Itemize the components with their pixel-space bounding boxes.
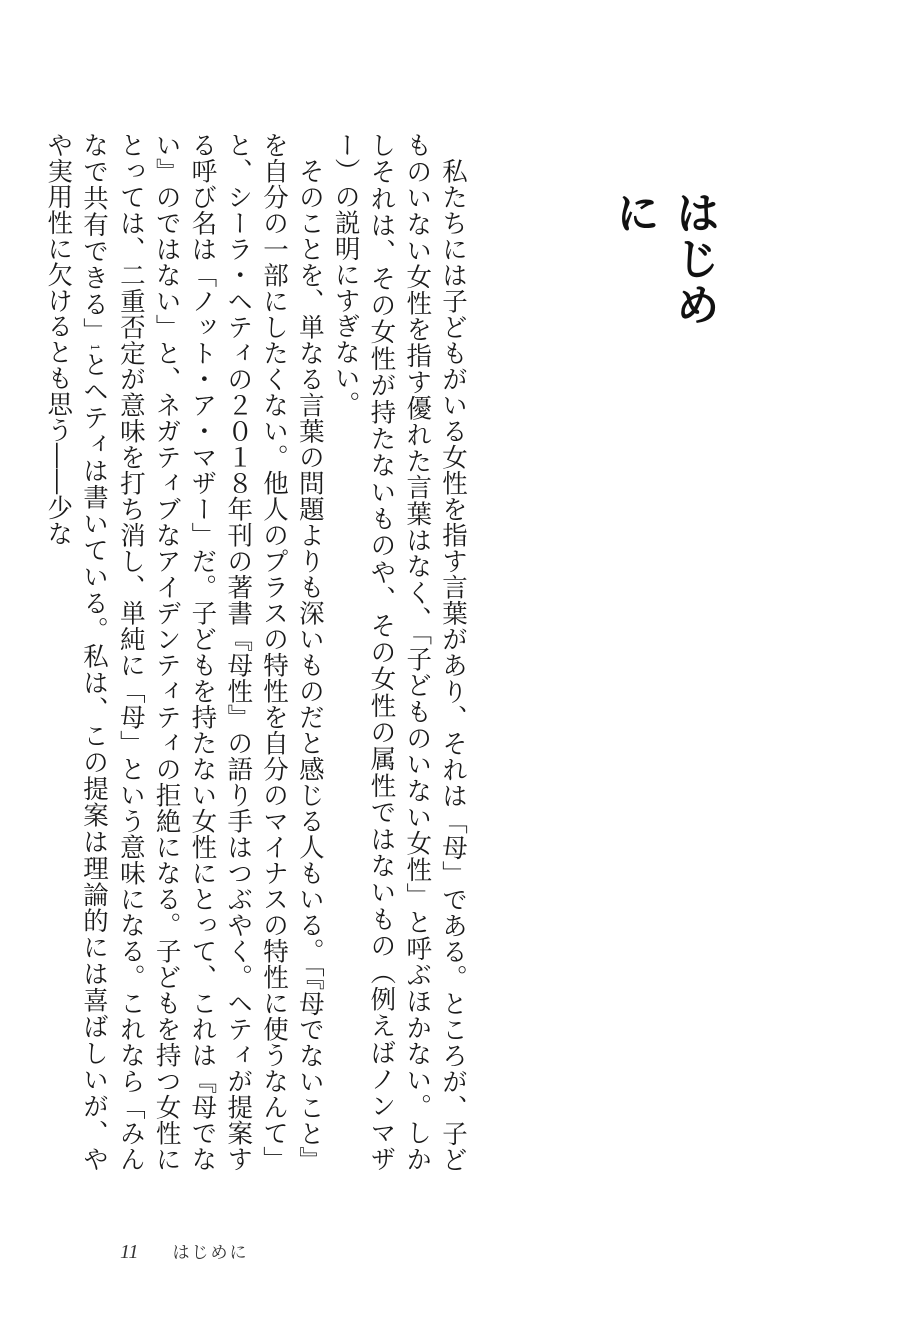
paragraph-2 <box>39 132 326 1172</box>
footnote-mark[interactable]: 1 <box>88 343 102 352</box>
paragraph-1: 私たちには子どもがいる女性を指す言葉があり、それは「母」である。ところが、子どものいない女性を指す優れた言葉はなく、「子どものいない女性」と呼ぶほかない。しかしそれは、その女性が持たないものや、その女性の属性ではないもの（例えばノンマザー）の説明にすぎない。 <box>330 132 468 1172</box>
running-head: はじめに <box>172 1243 249 1263</box>
page-number: 11 <box>120 1241 139 1263</box>
paragraph-2-end: とヘティは書いている。私は、この提案は理論的には喜ばしいが、やや実用性に欠けるとも思う――少な <box>43 132 110 1172</box>
body-text <box>43 132 470 1172</box>
paragraph-2-text: そのことを、単なる言葉の問題よりも深いものだと感じる人もいる。「『母でないこと』を自分の一部にしたくない。他人のプラスの特性を自分のマイナスの特性に使うなんて」と、シーラ・ヘティの２０１８年刊の著書『母性』の語り手はつぶやく。ヘティが提案する呼び名は「ノット・ア・マザー」だ。子どもを持たない女性にとって、これは『母でない』のではない」と、ネガティブなアイデンティティの拒絶になる。子どもを持つ女性にとっては、二重否定が意味を打ち消し、単純に「母」という意味になる。これなら「みんなで共有できる」 <box>79 132 325 1172</box>
chapter-title: はじめに <box>608 190 719 328</box>
page-footer <box>120 1238 249 1268</box>
